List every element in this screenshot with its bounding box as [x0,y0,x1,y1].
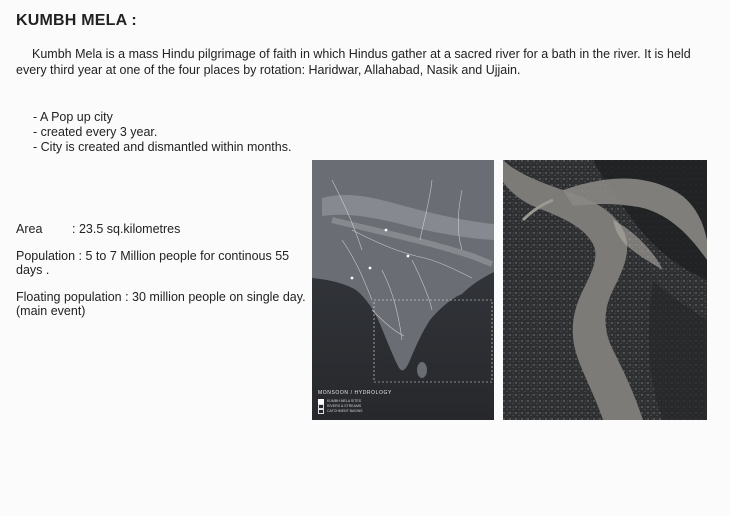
hydrology-map-image [312,160,494,420]
intro-paragraph: Kumbh Mela is a mass Hindu pilgrimage of faith in which Hindus gather at a sacred river for a bath in the river. It is held every third year at one of the four places by rotation: Haridwar, Allahabad, Nasik and Ujjain. [16,47,691,77]
area-value: : 23.5 sq.kilometres [72,222,181,236]
floating-population-fact: Floating population : 30 million people on single day. (main event) [16,290,306,318]
feature-list [33,110,291,155]
satellite-river-graphic [503,160,707,420]
page-title: KUMBH MELA : [16,12,137,29]
legend-item: RIVERS & STREAMS [318,404,362,409]
population-fact: Population : 5 to 7 Million people for continous 55 days . [16,249,290,277]
feature-item: - created every 3 year. [33,125,158,139]
satellite-photo [503,160,707,420]
legend-item: CATCHMENT BASINS [318,409,362,414]
area-fact [16,222,308,236]
feature-item: - A Pop up city [33,110,113,124]
legend-dashed-box-icon [318,409,324,414]
area-label: Area [16,222,43,236]
map-caption: MONSOON / HYDROLOGY [318,390,392,396]
legend-item: KUMBH MELA SITES [318,399,362,404]
india-map-graphic [312,160,494,420]
feature-item: - City is created and dismantled within months. [33,140,292,154]
map-legend [318,399,362,414]
facts-block [16,222,308,331]
